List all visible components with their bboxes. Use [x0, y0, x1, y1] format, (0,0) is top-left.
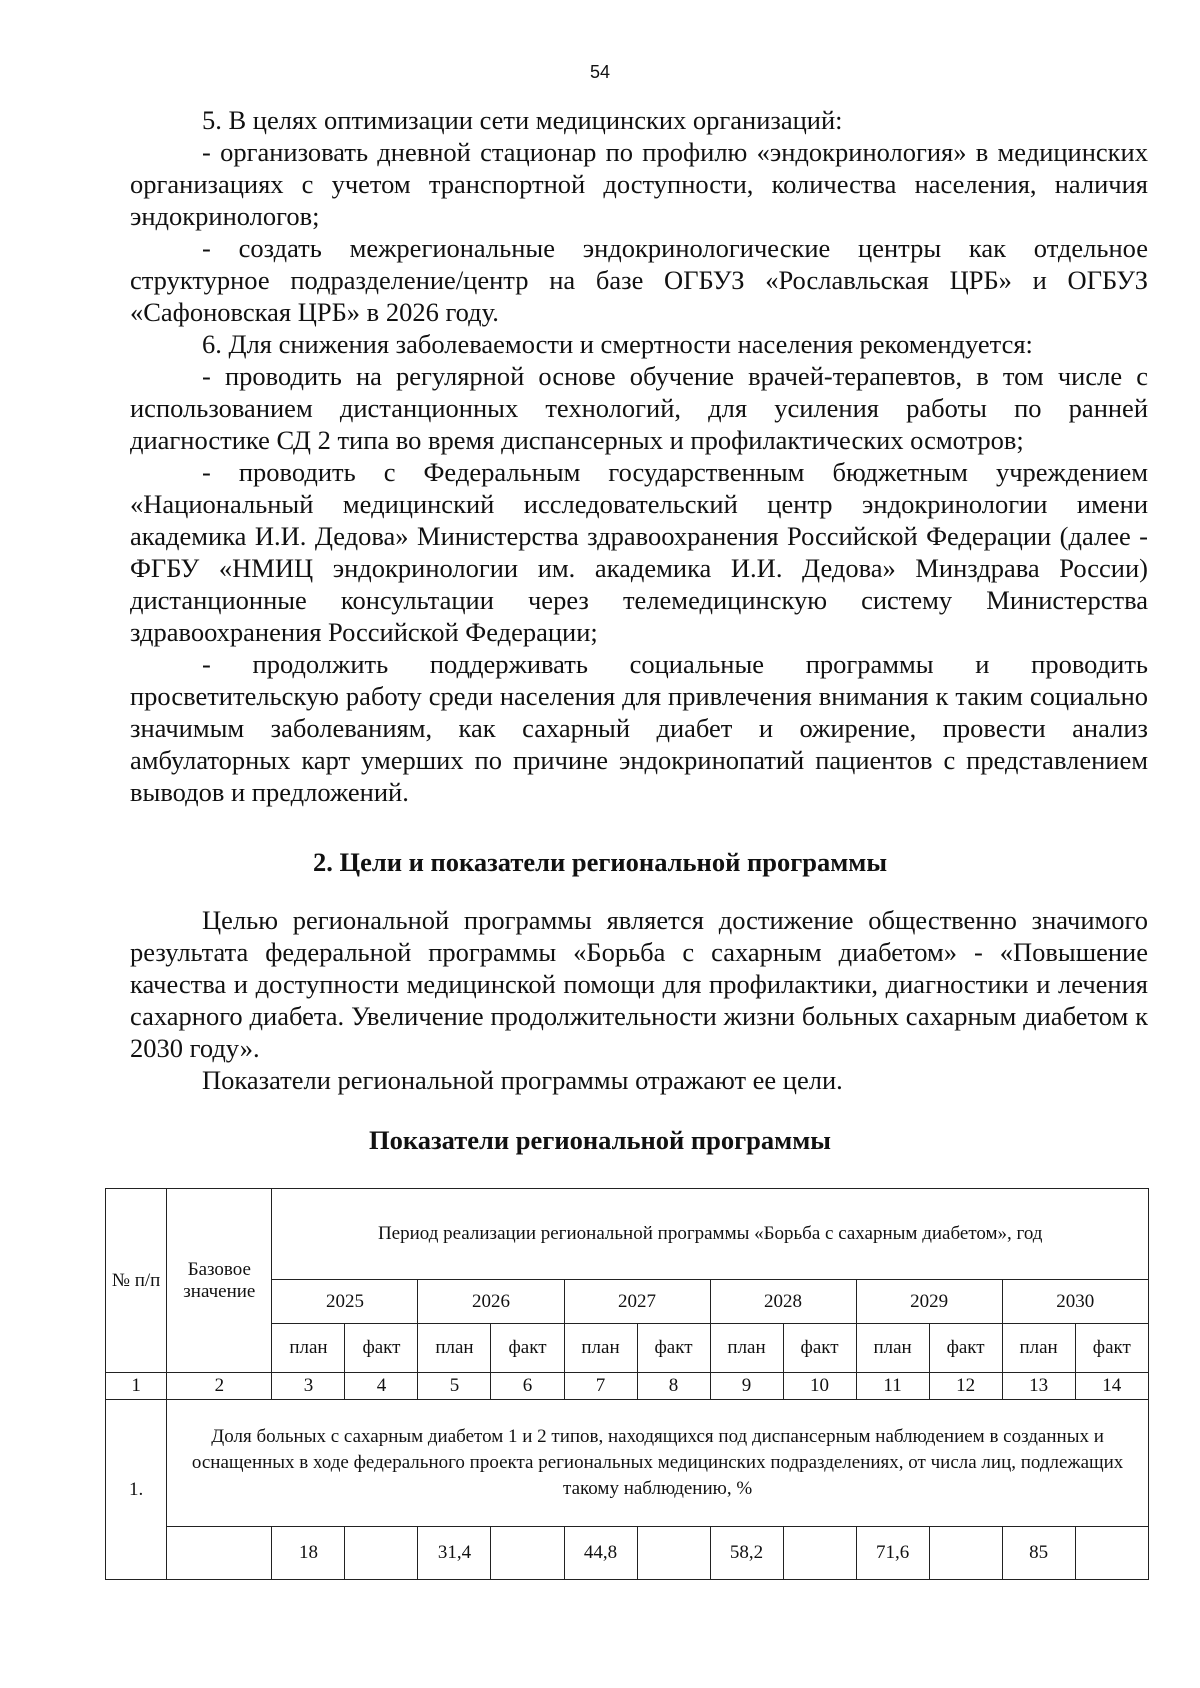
- indicator-number: 1.: [106, 1400, 167, 1580]
- column-number: 9: [710, 1373, 783, 1400]
- paragraph: 5. В целях оптимизации сети медицинских организаций:: [202, 105, 843, 135]
- column-number: 12: [929, 1373, 1002, 1400]
- column-number: 11: [856, 1373, 929, 1400]
- year-header: 2028: [710, 1280, 856, 1324]
- header-period: Период реализации региональной программы «Борьба с сахарным диабетом», год: [272, 1189, 1149, 1280]
- column-number: 2: [167, 1373, 272, 1400]
- indicator-value: [783, 1527, 856, 1580]
- column-number: 3: [272, 1373, 345, 1400]
- indicator-base-value: [167, 1527, 272, 1580]
- indicator-value: 31,4: [418, 1527, 491, 1580]
- plan-header: план: [564, 1324, 637, 1373]
- column-number: 7: [564, 1373, 637, 1400]
- indicator-value: 58,2: [710, 1527, 783, 1580]
- column-number: 10: [783, 1373, 856, 1400]
- plan-header: план: [272, 1324, 345, 1373]
- plan-header: план: [1002, 1324, 1075, 1373]
- paragraph: - проводить с Федеральным государственным бюджетным учреждением «Национальный медицинский исследовательский центр эндокринологии имени академика И.И. Дедова» Министерства здравоохранения Российской Федерации (далее - ФГБУ «НМИЦ эндокринологии им. академика И.И. Дедова» Минздрава России) дистанционные консультации через телемедицинскую систему Министерства здравоохранения Российской Федерации;: [130, 457, 1148, 647]
- indicator-value: [637, 1527, 710, 1580]
- header-base: Базовое значение: [167, 1189, 272, 1373]
- column-number: 1: [106, 1373, 167, 1400]
- indicator-name: Доля больных с сахарным диабетом 1 и 2 типов, находящихся под диспансерным наблюдением в созданных и оснащенных в ходе федерального проекта региональных медицинских подразделениях, от числа лиц, подлежащих такому наблюдению, %: [167, 1400, 1149, 1527]
- header-no: № п/п: [106, 1189, 167, 1373]
- year-header: 2027: [564, 1280, 710, 1324]
- goal-paragraph: Показатели региональной программы отражают ее цели.: [202, 1065, 843, 1095]
- table-title: Показатели региональной программы: [369, 1125, 831, 1155]
- indicator-value: 44,8: [564, 1527, 637, 1580]
- indicators-table: [105, 1188, 1149, 1580]
- goal-paragraph: Целью региональной программы является достижение общественно значимого результата федеральной программы «Борьба с сахарным диабетом» - «Повышение качества и доступности медицинской помощи для профилактики, диагностики и лечения сахарного диабета. Увеличение продолжительности жизни больных сахарным диабетом к 2030 году».: [130, 905, 1148, 1063]
- indicator-value: [345, 1527, 418, 1580]
- indicator-value: [929, 1527, 1002, 1580]
- page-number: 54: [589, 62, 611, 82]
- paragraph: - проводить на регулярной основе обучение врачей-терапевтов, в том числе с использованием дистанционных технологий, для усиления работы по ранней диагностике СД 2 типа во время диспансерных и профилактических осмотров;: [130, 361, 1148, 455]
- indicator-value: [1075, 1527, 1148, 1580]
- body-text: [130, 104, 1148, 808]
- indicator-value: 71,6: [856, 1527, 929, 1580]
- column-number: 4: [345, 1373, 418, 1400]
- year-header: 2026: [418, 1280, 564, 1324]
- plan-header: план: [418, 1324, 491, 1373]
- paragraph: - создать межрегиональные эндокринологические центры как отдельное структурное подразделение/центр на базе ОГБУЗ «Рославльская ЦРБ» и ОГБУЗ «Сафоновская ЦРБ» в 2026 году.: [130, 233, 1148, 327]
- column-number: 5: [418, 1373, 491, 1400]
- fact-header: факт: [929, 1324, 1002, 1373]
- year-header: 2030: [1002, 1280, 1148, 1324]
- goal-text: [130, 904, 1148, 1096]
- fact-header: факт: [1075, 1324, 1148, 1373]
- plan-header: план: [856, 1324, 929, 1373]
- plan-header: план: [710, 1324, 783, 1373]
- column-number: 13: [1002, 1373, 1075, 1400]
- column-number: 14: [1075, 1373, 1148, 1400]
- fact-header: факт: [783, 1324, 856, 1373]
- indicator-value: 85: [1002, 1527, 1075, 1580]
- indicator-value: [491, 1527, 564, 1580]
- column-number: 8: [637, 1373, 710, 1400]
- paragraph: 6. Для снижения заболеваемости и смертности населения рекомендуется:: [202, 329, 1033, 359]
- indicator-value: 18: [272, 1527, 345, 1580]
- year-header: 2025: [272, 1280, 418, 1324]
- fact-header: факт: [637, 1324, 710, 1373]
- paragraph: - организовать дневной стационар по профилю «эндокринология» в медицинских организациях с учетом транспортной доступности, количества населения, наличия эндокринологов;: [130, 137, 1148, 231]
- year-header: 2029: [856, 1280, 1002, 1324]
- fact-header: факт: [491, 1324, 564, 1373]
- paragraph: - продолжить поддерживать социальные программы и проводить просветительскую работу среди населения для привлечения внимания к таким социально значимым заболеваниям, как сахарный диабет и ожирение, провести анализ амбулаторных карт умерших по причине эндокринопатий пациентов с представлением выводов и предложений.: [130, 649, 1148, 807]
- fact-header: факт: [345, 1324, 418, 1373]
- column-number: 6: [491, 1373, 564, 1400]
- section-title: 2. Цели и показатели региональной программы: [312, 847, 888, 877]
